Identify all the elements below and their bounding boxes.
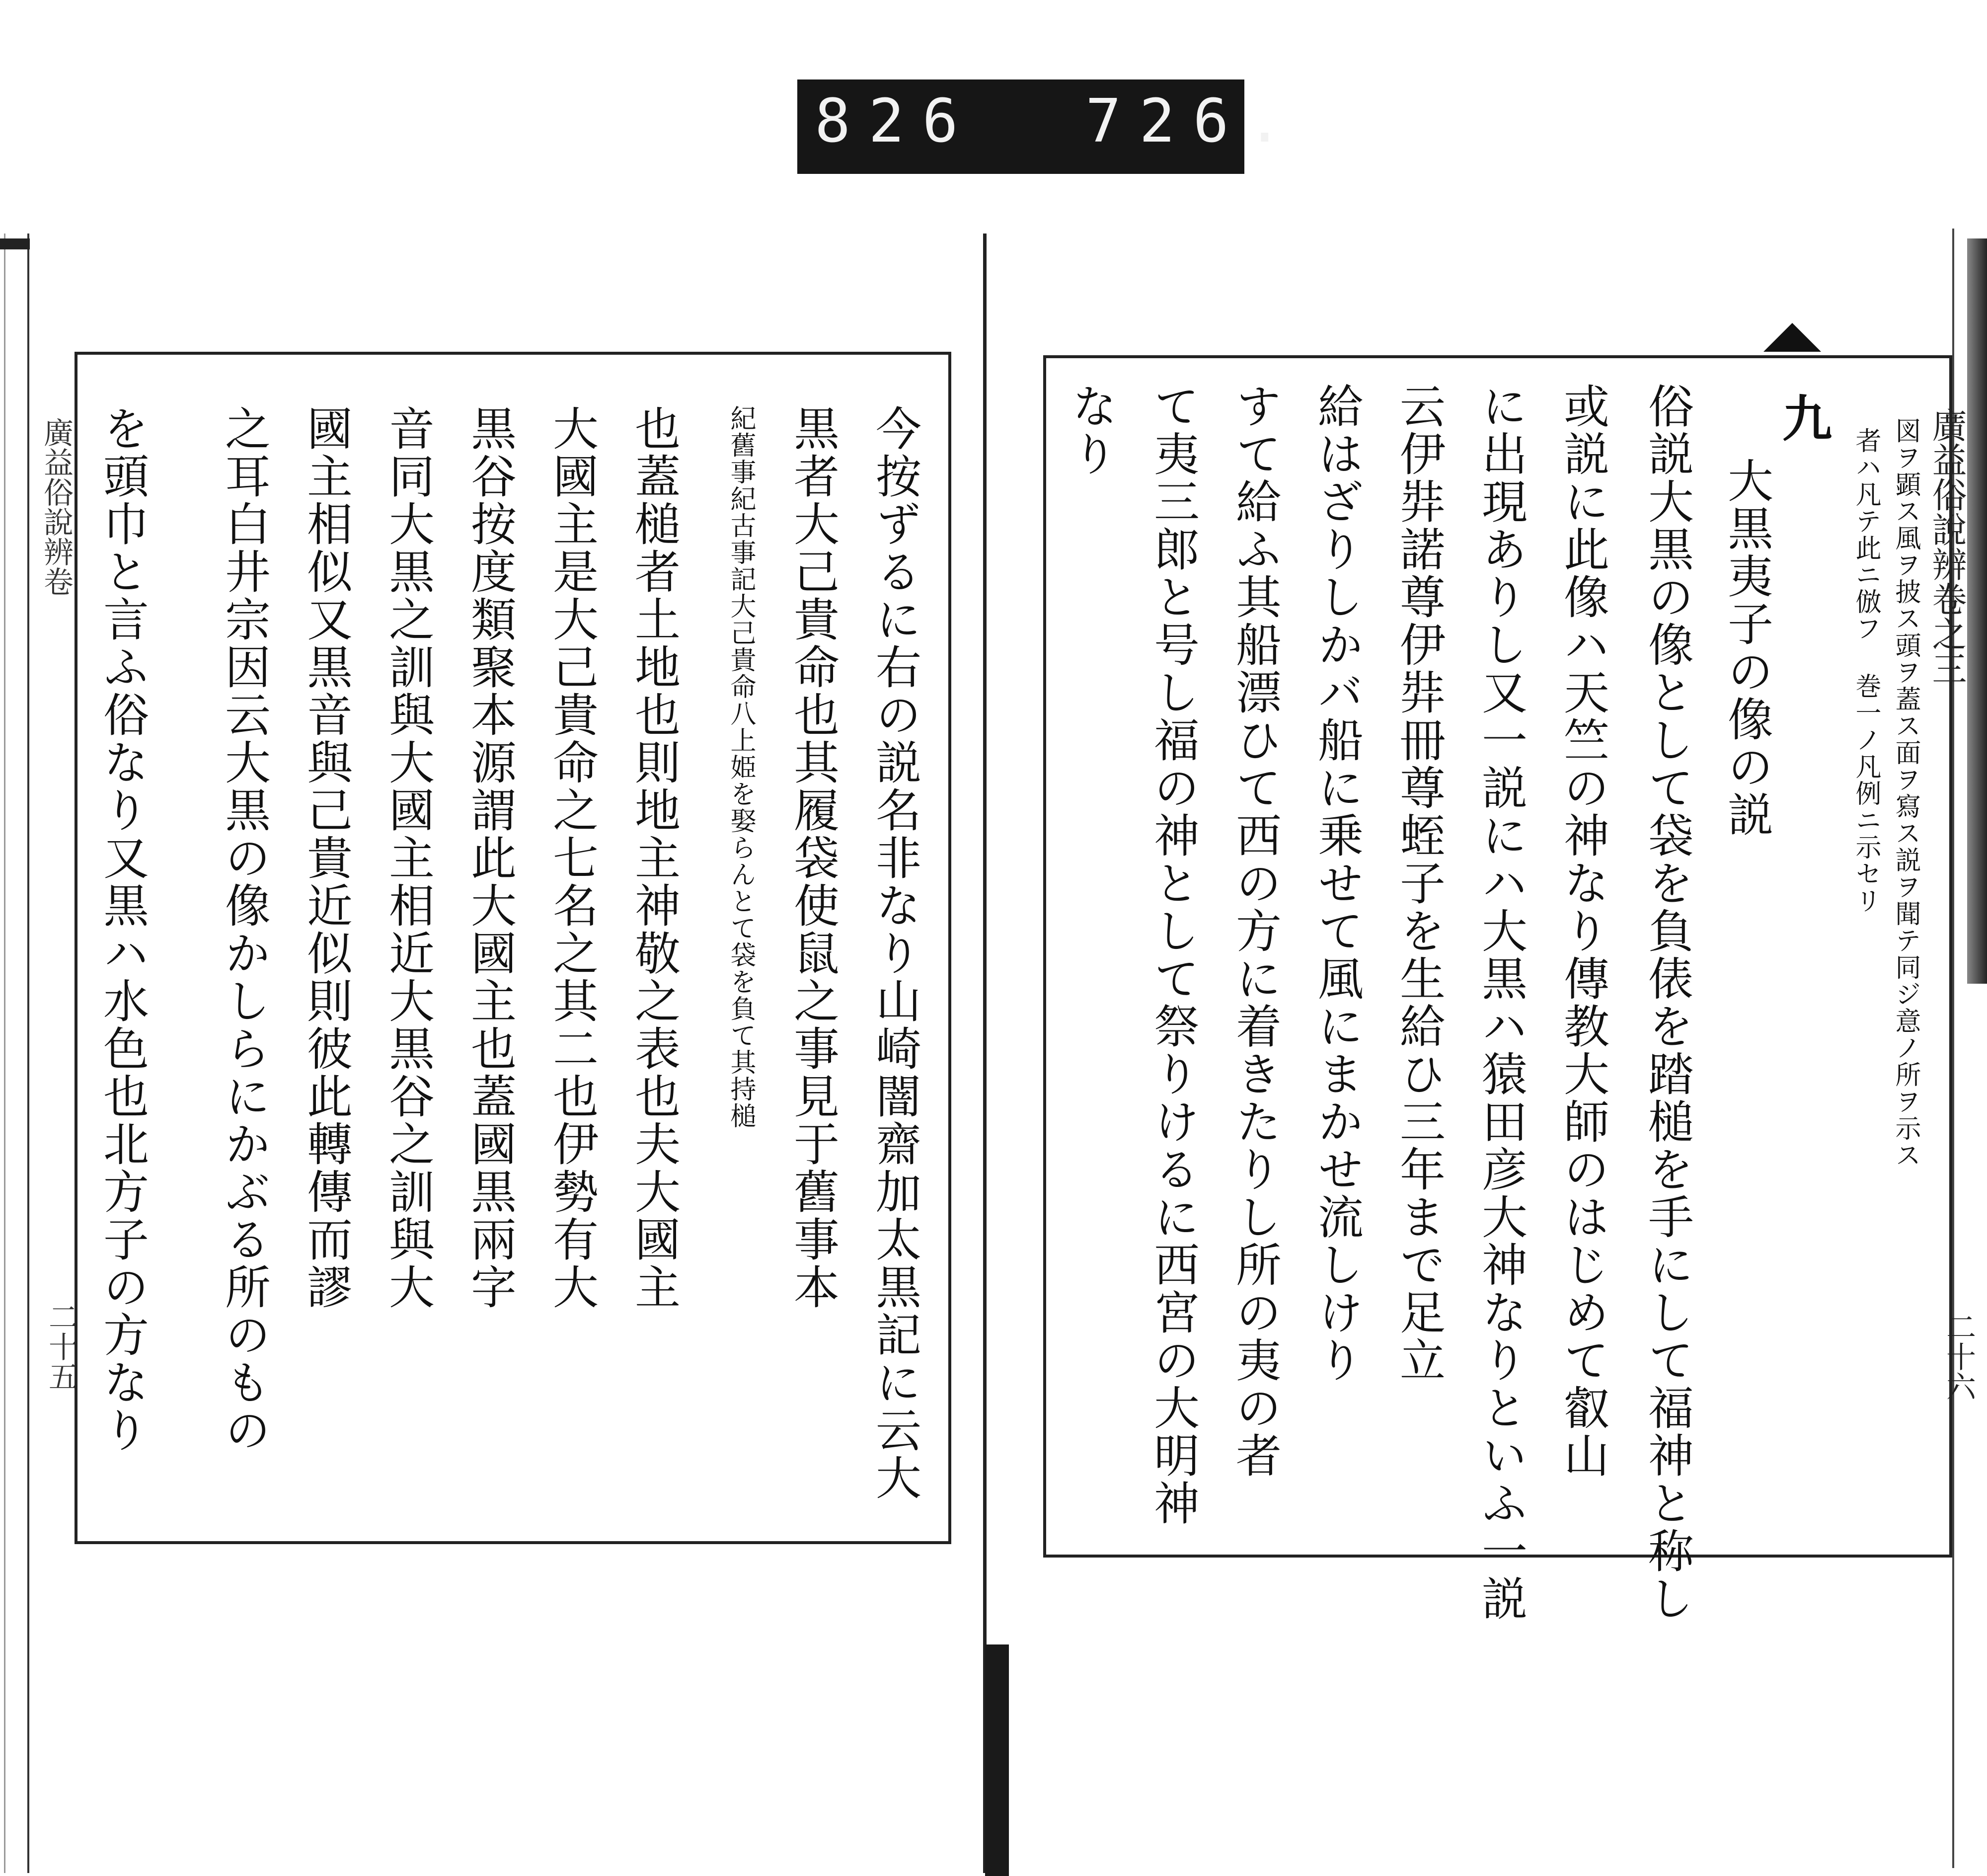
frame-marker-triangle (1763, 323, 1821, 352)
right-note-2: 者ハ凡テ此ニ倣フ 巻一ノ凡例ニ示セリ (1851, 427, 1881, 914)
catalog-number-left: 826 (815, 87, 976, 156)
right-column-3: に出現ありし又一説にハ大黒ハ猿田彦大神なりといふ一説 (1474, 383, 1528, 1623)
left-column-9: 之耳白井宗因云大黒の像かしらにかぶる所のもの (218, 405, 271, 1454)
book-spine-line (983, 234, 987, 1873)
left-column-2: 黒者大己貴命也其履袋使鼠之事見于舊事本 (786, 405, 840, 1311)
right-edge-page-number: 二十六 (1941, 1312, 1976, 1401)
right-edge-shadow (1967, 238, 1987, 984)
right-column-6: すて給ふ其船漂ひて西の方に着きたりし所の夷の者 (1228, 383, 1282, 1480)
right-column-2: 或説に此像ハ天竺の神なり傳教大師のはじめて叡山 (1556, 383, 1609, 1480)
section-title: 大黒夷子の像の説 (1720, 457, 1773, 839)
left-edge-rule (27, 234, 29, 1873)
left-column-4: 也蓋槌者土地也則地主神敬之表也夫大國主 (627, 405, 681, 1311)
left-edge-page-number: 二十五 (44, 1302, 78, 1391)
right-edge-title: 廣益俗說辨卷之三 (1926, 407, 1967, 686)
right-column-8: なり (1065, 383, 1118, 478)
left-column-3: 紀舊事紀古事記大己貴命八上姫を娶らんとて袋を負て其持槌 (726, 405, 756, 1129)
left-column-1: 今按ずるに右の説名非なり山崎闇齋加太黒記に云大 (868, 405, 921, 1502)
left-edge-title: 廣益俗說辨卷 (39, 417, 74, 596)
right-column-1: 俗説大黒の像として袋を負俵を踏槌を手にして福神と称し (1641, 383, 1694, 1623)
right-column-7: て夷三郎と号し福の神として祭りけるに西宮の大明神 (1146, 383, 1200, 1527)
left-edge-tab (0, 238, 30, 249)
section-number: 九 (1774, 392, 1833, 442)
left-column-5: 大國主是大己貴命之七名之其二也伊勢有大 (545, 405, 599, 1311)
left-column-7: 音同大黒之訓與大國主相近大黒谷之訓與大 (382, 405, 435, 1311)
right-column-5: 給はざりしかバ船に乗せて風にまかせ流しけり (1310, 383, 1364, 1384)
right-note-1: 図ヲ顕ス風ヲ披ス頭ヲ蓋ス面ヲ寫ス説ヲ聞テ同ジ意ノ所ヲ示ス (1891, 417, 1920, 1169)
catalog-number-right: 726. (1085, 87, 1300, 156)
book-spine-bar (985, 1644, 1009, 1876)
left-column-10: を頭巾と言ふ俗なり又黒ハ水色也北方子の方なり (96, 405, 149, 1454)
right-column-4: 云伊弉諾尊伊弉冊尊蛭子を生給ひ三年まで足立 (1392, 383, 1446, 1384)
catalog-label-plate (797, 79, 1300, 174)
left-column-8: 國主相似又黒音與己貴近似則彼此轉傳而謬 (300, 405, 353, 1311)
left-edge-rule-outer (4, 234, 5, 1873)
left-column-6: 黒谷按度類聚本源謂此大國主也蓋國黒兩字 (463, 405, 517, 1311)
